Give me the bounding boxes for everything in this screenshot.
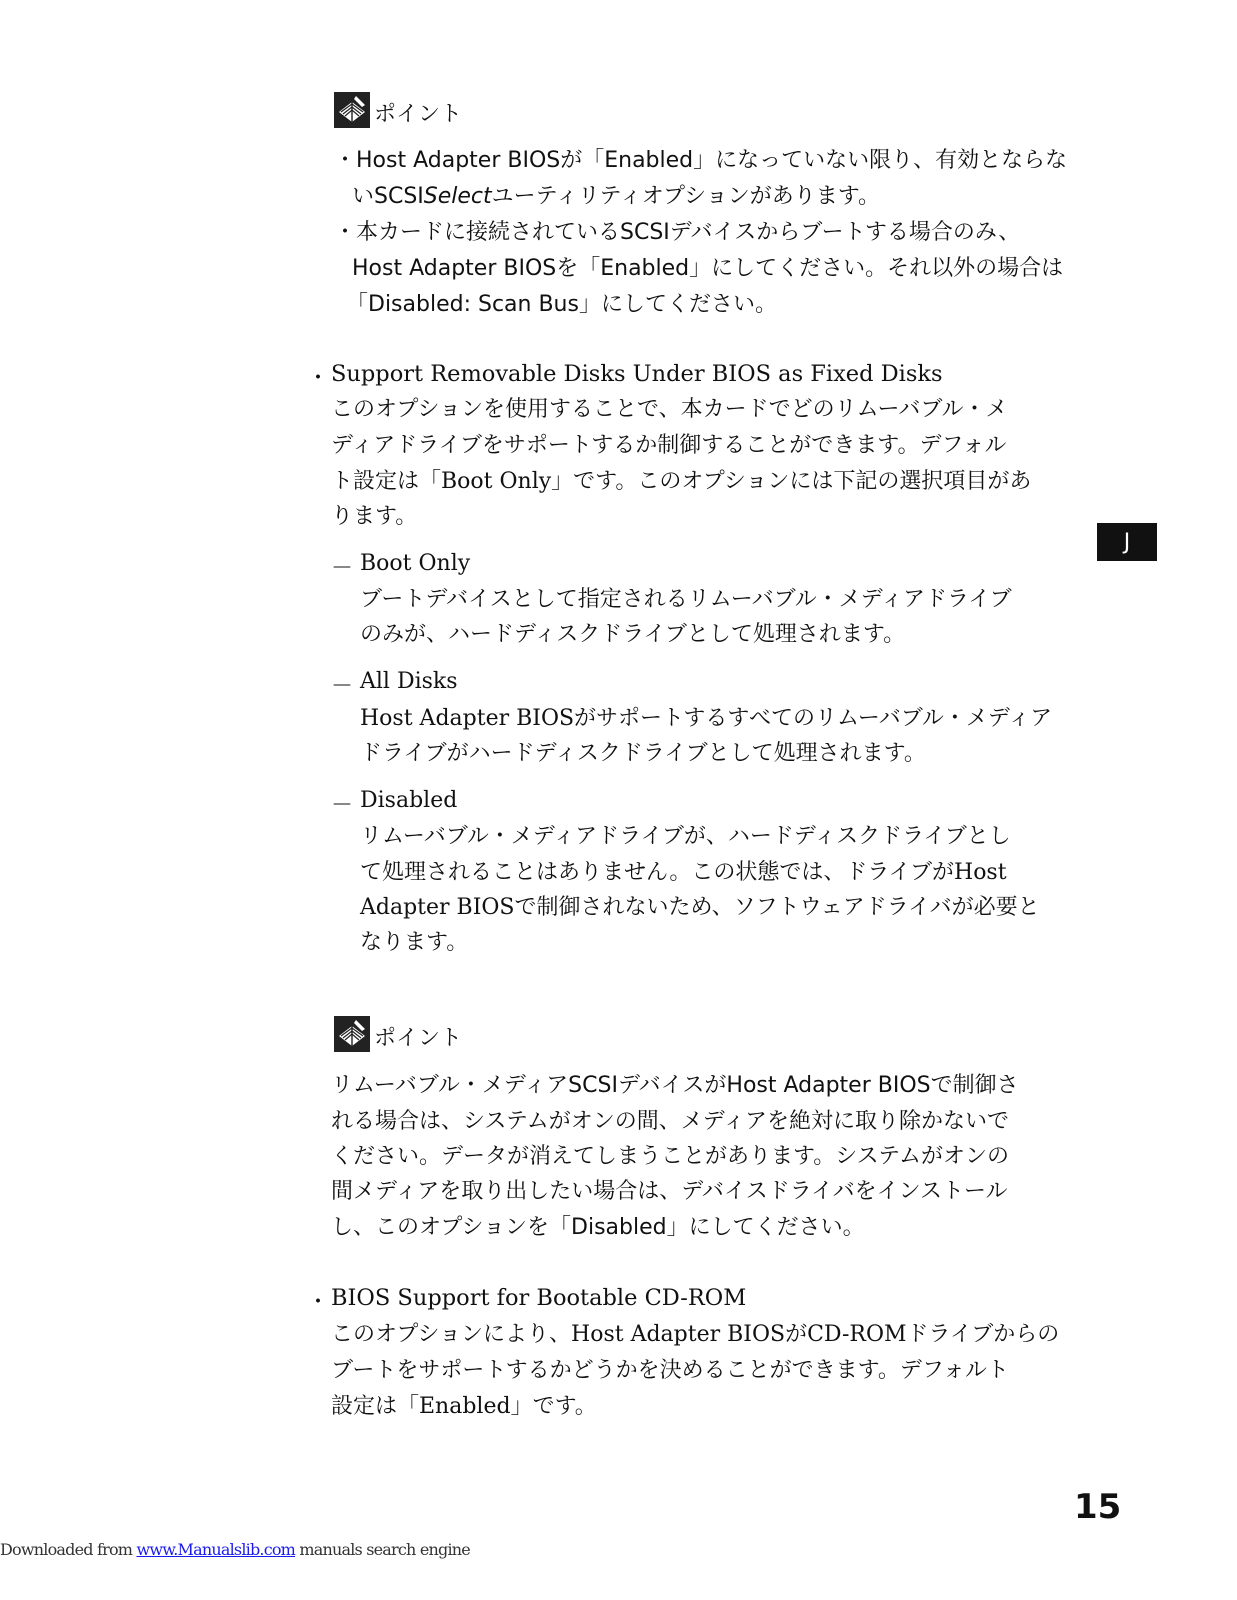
section-text-line: このオプションを使用することで、本カードでどのリムーバブル・メ <box>331 397 1008 422</box>
option-text-line: Host Adapter BIOSがサポートするすべてのリムーバブル・メディア <box>360 706 1053 731</box>
point1-line: ・本カードに接続されているSCSIデバイスからブートする場合のみ、 <box>334 220 1021 245</box>
section-text-line: ブートをサポートするかどうかを決めることができます。デフォルト <box>331 1358 1009 1383</box>
download-footer <box>0 1540 470 1559</box>
page-number: 15 <box>1074 1487 1122 1527</box>
language-tab <box>1097 523 1157 561</box>
option-text-line: ドライブがハードディスクドライブとして処理されます。 <box>360 741 926 766</box>
option-text-line: Adapter BIOSで制御されないため、ソフトウェアドライバが必要と <box>360 895 1040 920</box>
point2-line: リムーバブル・メディアSCSIデバイスがHost Adapter BIOSで制御さ <box>331 1073 1019 1098</box>
section-text-line: このオプションにより、Host Adapter BIOSがCD-ROMドライブからの <box>331 1322 1060 1347</box>
point2-line: れる場合は、システムがオンの間、メディアを絶対に取り除かないで <box>331 1109 1010 1134</box>
option-text-line: ブートデバイスとして指定されるリムーバブル・メディアドライブ <box>360 587 1012 612</box>
footer-prefix: Downloaded from <box>0 1540 137 1559</box>
footer-suffix: manuals search engine <box>295 1540 470 1559</box>
point2-line: ください。データが消えてしまうことがあります。システムがオンの <box>331 1144 1010 1169</box>
section-text-line: ディアドライブをサポートするか制御することができます。デフォル <box>331 433 1007 458</box>
point-heading <box>334 92 462 128</box>
point1-line: 「Disabled: Scan Bus」にしてください。 <box>346 292 777 317</box>
option-title: All Disks <box>360 669 458 694</box>
option-text-line: て処理されることはありません。この状態では、ドライブがHost <box>360 860 1007 885</box>
section-bullet: ・ <box>307 366 330 391</box>
section-title: Support Removable Disks Under BIOS as Fixed Disks <box>331 361 943 387</box>
point2-line: 間メディアを取り出したい場合は、デバイスドライバをインストール <box>331 1179 1008 1204</box>
point-label: ポイント <box>374 1026 463 1051</box>
point1-line: Host Adapter BIOSを「Enabled」にしてください。それ以外の場合は <box>352 256 1064 281</box>
section-title: BIOS Support for Bootable CD-ROM <box>331 1285 747 1311</box>
option-text-line: リムーバブル・メディアドライブが、ハードディスクドライブとし <box>360 824 1011 849</box>
option-dash: － <box>331 674 354 699</box>
option-text-line: なります。 <box>360 930 469 955</box>
option-title: Boot Only <box>360 551 471 576</box>
option-dash: － <box>331 793 354 818</box>
option-text-line: のみが、ハードディスクドライブとして処理されます。 <box>360 622 906 647</box>
point1-line: いSCSISelectユーティリティオプションがあります。 <box>352 184 880 209</box>
section-text-line: ります。 <box>331 504 418 529</box>
section-text-line: ト設定は「Boot Only」です。このオプションには下記の選択項目があ <box>331 469 1032 494</box>
manualslib-link[interactable]: www.Manualslib.com <box>136 1540 296 1559</box>
option-title: Disabled <box>360 788 458 813</box>
point1-line: ・Host Adapter BIOSが「Enabled」になっていない限り、有効とならな <box>334 148 1068 173</box>
section-text-line: 設定は「Enabled」です。 <box>331 1394 597 1419</box>
book-pen-icon <box>334 1016 370 1052</box>
option-dash: － <box>331 556 354 581</box>
point-label: ポイント <box>374 102 463 127</box>
language-tab-label: J <box>1123 529 1131 555</box>
section-bullet: ・ <box>307 1290 330 1315</box>
point2-line: し、このオプションを「Disabled」にしてください。 <box>331 1215 865 1240</box>
point-heading <box>334 1016 462 1052</box>
book-pen-icon <box>334 92 370 128</box>
